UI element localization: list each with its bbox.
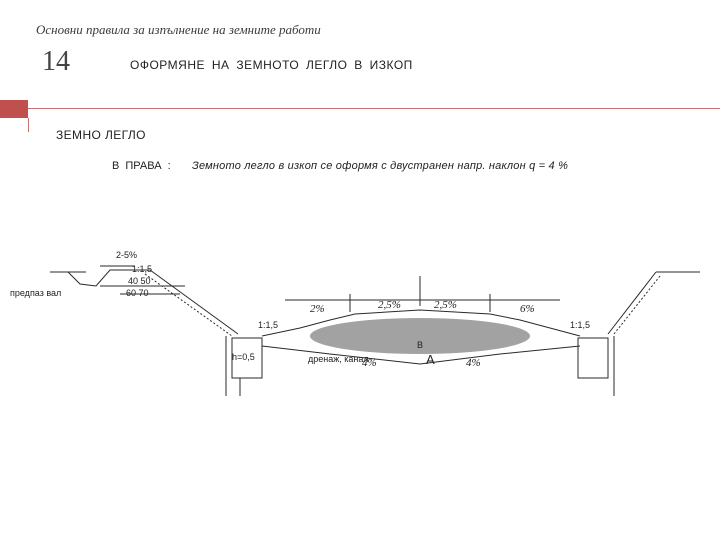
cross-section-drawing <box>0 236 720 412</box>
slope-top-label: 1:1,5 <box>132 264 153 274</box>
accent-bar <box>0 100 720 118</box>
left-slope-hatch <box>145 274 232 336</box>
pct-4-left: 4% <box>362 357 377 369</box>
accent-line <box>28 108 720 109</box>
rule-label: В ПРАВА : <box>112 160 171 172</box>
accent-block <box>0 100 28 118</box>
small-label-2: 60 70 <box>126 288 149 298</box>
accent-stub <box>28 118 29 132</box>
slope-right-label: 1:1,5 <box>570 320 591 330</box>
left-bank-label: предпаз вал <box>10 288 62 298</box>
grade-top-label: 2-5% <box>116 250 138 260</box>
depth-label: h=0,5 <box>232 352 255 362</box>
pct-25-right: 2,5% <box>434 299 457 311</box>
presentation-title: Основни правила за изпълнение на земните работи <box>36 22 321 37</box>
pct-25-left: 2,5% <box>378 299 401 311</box>
slide-number: 14 <box>42 46 70 77</box>
rule-text: Земното легло в изкоп се оформя с двустранен напр. наклон q = 4 % <box>192 160 569 172</box>
right-slope-hatch <box>614 276 660 334</box>
drain-label: дренаж, канал <box>308 354 369 364</box>
b-label: B <box>417 340 424 350</box>
left-cut-slope <box>150 270 238 334</box>
right-cut-slope <box>608 272 656 334</box>
pct-2-left: 2% <box>310 303 325 315</box>
section-label: ЗЕМНО ЛЕГЛО <box>56 128 146 142</box>
right-drain <box>578 338 608 378</box>
slide-heading: ОФОРМЯНЕ НА ЗЕМНОТО ЛЕГЛО В ИЗКОП <box>130 58 413 72</box>
slope-mid-label: 1:1,5 <box>258 320 279 330</box>
point-a-label: A <box>426 352 435 367</box>
pct-4-right: 4% <box>466 357 481 369</box>
small-label-1: 40 50 <box>128 276 151 286</box>
pct-6-right: 6% <box>520 303 535 315</box>
